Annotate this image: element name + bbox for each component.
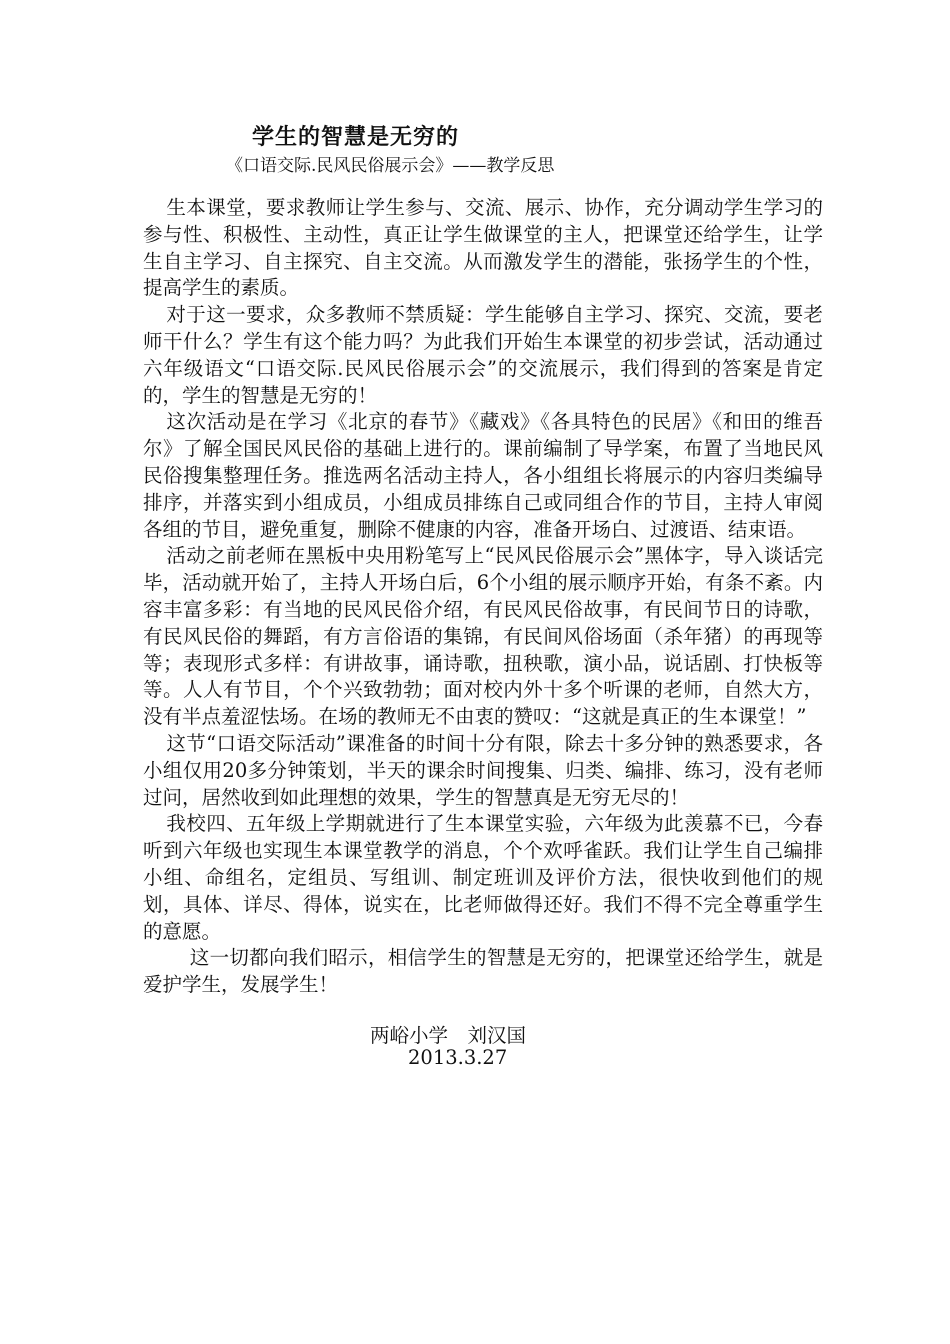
- document-date: 2013.3.27: [408, 1046, 508, 1069]
- author-signature: 两峪小学 刘汉国: [370, 1024, 527, 1047]
- paragraph-6: 我校四、五年级上学期就进行了生本课堂实验，六年级为此羡慕不已，今春听到六年级也实现生本课堂教学的消息，个个欢呼雀跃。我们让学生自己编排小组、命组名，定组员、写组训、制定班训及评价方法，很快收到他们的规划，具体、详尽、得体，说实在，比老师做得还好。我们不得不完全尊重学生的意愿。: [143, 812, 823, 943]
- paragraph-4: 活动之前老师在黑板中央用粉笔写上“民风民俗展示会”黑体字，导入谈话完毕，活动就开始了，主持人开场白后，6个小组的展示顺序开始，有条不紊。内容丰富多彩：有当地的民风民俗介绍，有民风民俗故事，有民间节日的诗歌，有民风民俗的舞蹈，有方言俗语的集锦，有民间风俗场面（杀年猪）的再现等等；表现形式多样：有讲故事，诵诗歌，扭秧歌，演小品，说话剧、打快板等等。人人有节目，个个兴致勃勃；面对校内外十多个听课的老师，自然大方，没有半点羞涩怯场。在场的教师无不由衷的赞叹：“这就是真正的生本课堂！”: [143, 544, 823, 729]
- document-title: 学生的智慧是无穷的: [252, 124, 460, 150]
- document-body: [143, 195, 823, 999]
- paragraph-3: 这次活动是在学习《北京的春节》《藏戏》《各具特色的民居》《和田的维吾尔》了解全国民风民俗的基础上进行的。课前编制了导学案，布置了当地民风民俗搜集整理任务。推选两名活动主持人，各小组组长将展示的内容归类编导排序，并落实到小组成员，小组成员排练自己或同组合作的节目，主持人审阅各组的节目，避免重复，删除不健康的内容，准备开场白、过渡语、结束语。: [143, 410, 823, 541]
- paragraph-2: 对于这一要求，众多教师不禁质疑：学生能够自主学习、探究、交流，要老师干什么？学生有这个能力吗？为此我们开始生本课堂的初步尝试，活动通过六年级语文“口语交际.民风民俗展示会”的交流展示，我们得到的答案是肯定的，学生的智慧是无穷的！: [143, 303, 823, 407]
- document-subtitle: 《口语交际.民风民俗展示会》——教学反思: [226, 156, 555, 176]
- paragraph-5: 这节“口语交际活动”课准备的时间十分有限，除去十多分钟的熟悉要求，各小组仅用20多分钟策划，半天的课余时间搜集、归类、编排、练习，没有老师过问，居然收到如此理想的效果，学生的智慧真是无穷无尽的！: [143, 731, 823, 809]
- paragraph-7: 这一切都向我们昭示，相信学生的智慧是无穷的，把课堂还给学生，就是爱护学生，发展学生！: [143, 946, 823, 997]
- paragraph-1: 生本课堂，要求教师让学生参与、交流、展示、协作，充分调动学生学习的参与性、积极性、主动性，真正让学生做课堂的主人，把课堂还给学生，让学生自主学习、自主探究、自主交流。从而激发学生的潜能，张扬学生的个性，提高学生的素质。: [143, 196, 823, 300]
